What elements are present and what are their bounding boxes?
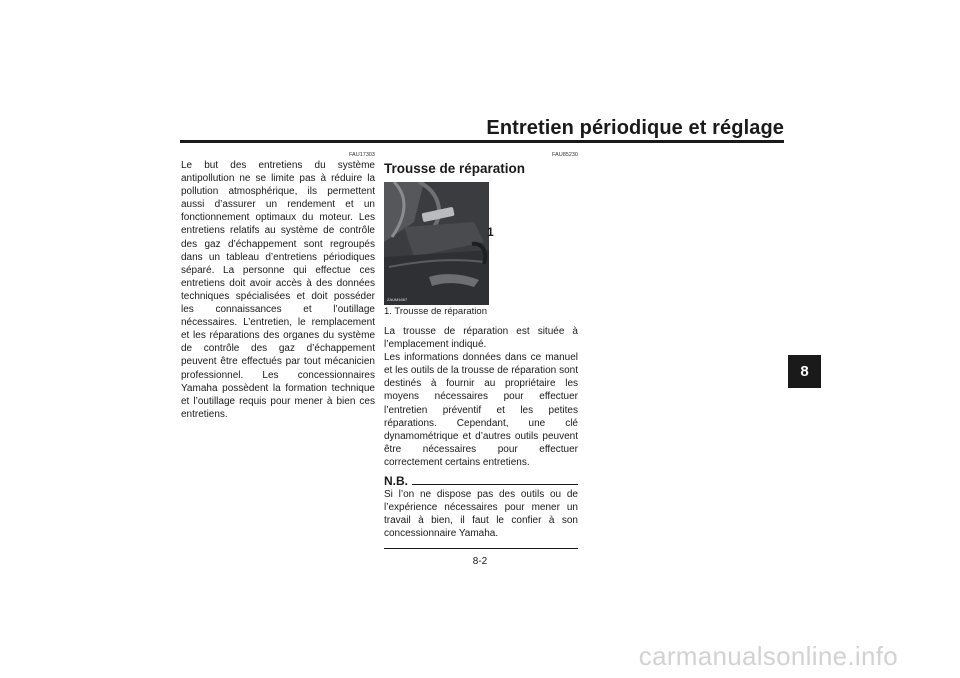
figure-caption: 1. Trousse de réparation (384, 306, 487, 317)
chapter-tab[interactable]: 8 (788, 355, 821, 388)
watermark: carmanualsonline.info (638, 641, 898, 671)
right-column (384, 152, 578, 549)
nb-header (384, 475, 578, 488)
info-paragraph: Les informations données dans ce manuel et les outils de la trousse de réparation sont destinés à fournir au propriétaire les moyens nécessaires pour effectuer l’entretien préventif et les petites réparations. Cependant, une clé dynamométrique et d’autres outils peuvent être nécessaires pour effectuer correctement certains entretiens. (384, 352, 578, 468)
nb-bottom-divider (384, 548, 578, 549)
intro-paragraph: Le but des entretiens du système antipollution ne se limite pas à réduire la pollution atmosphérique, ils permettent aussi d’assurer un rendement et un fonctionnement optimaux du moteur. Les entretiens relatifs au système de contrôle des gaz d’échappement sont regroupés dans un tableau d’entretiens périodiques séparé. La personne qui effectue ces entretiens doit avoir accès à des données techniques spécialisées et doit posséder les connaissances et l’outillage nécessaires. L’entretien, le remplacement et les réparations des organes du système de contrôle des gaz d’échappement peuvent être effectués par tout mécanicien professionnel. Les concessionnaires Yamaha possèdent la formation technique et l’outillage requis pour mener à bien ces entretiens. (181, 160, 375, 420)
section-title: Trousse de réparation (384, 161, 526, 176)
photo-illustration (384, 182, 489, 305)
repair-kit-photo (384, 182, 489, 305)
location-paragraph: La trousse de réparation est située à l’emplacement indiqué. (384, 326, 578, 351)
header-rule (180, 140, 784, 143)
page-title: Entretien périodique et réglage (486, 117, 784, 139)
nb-label: N.B. (384, 474, 408, 489)
nb-text: Si l’on ne dispose pas des outils ou de l’expérience nécessaires pour mener un travail à bien, il faut le confier à son concessionnaire Yamaha. (384, 489, 578, 540)
ref-code: FAU85230 (552, 152, 578, 158)
ref-code: FAU17303 (349, 152, 375, 158)
figure-code: ZAUM1667 (387, 297, 408, 302)
figure-wrapper (384, 182, 578, 305)
page-number: 8-2 (472, 556, 488, 567)
nb-divider (412, 484, 578, 485)
figure-callout: 1 (487, 225, 494, 239)
left-column (181, 152, 375, 421)
